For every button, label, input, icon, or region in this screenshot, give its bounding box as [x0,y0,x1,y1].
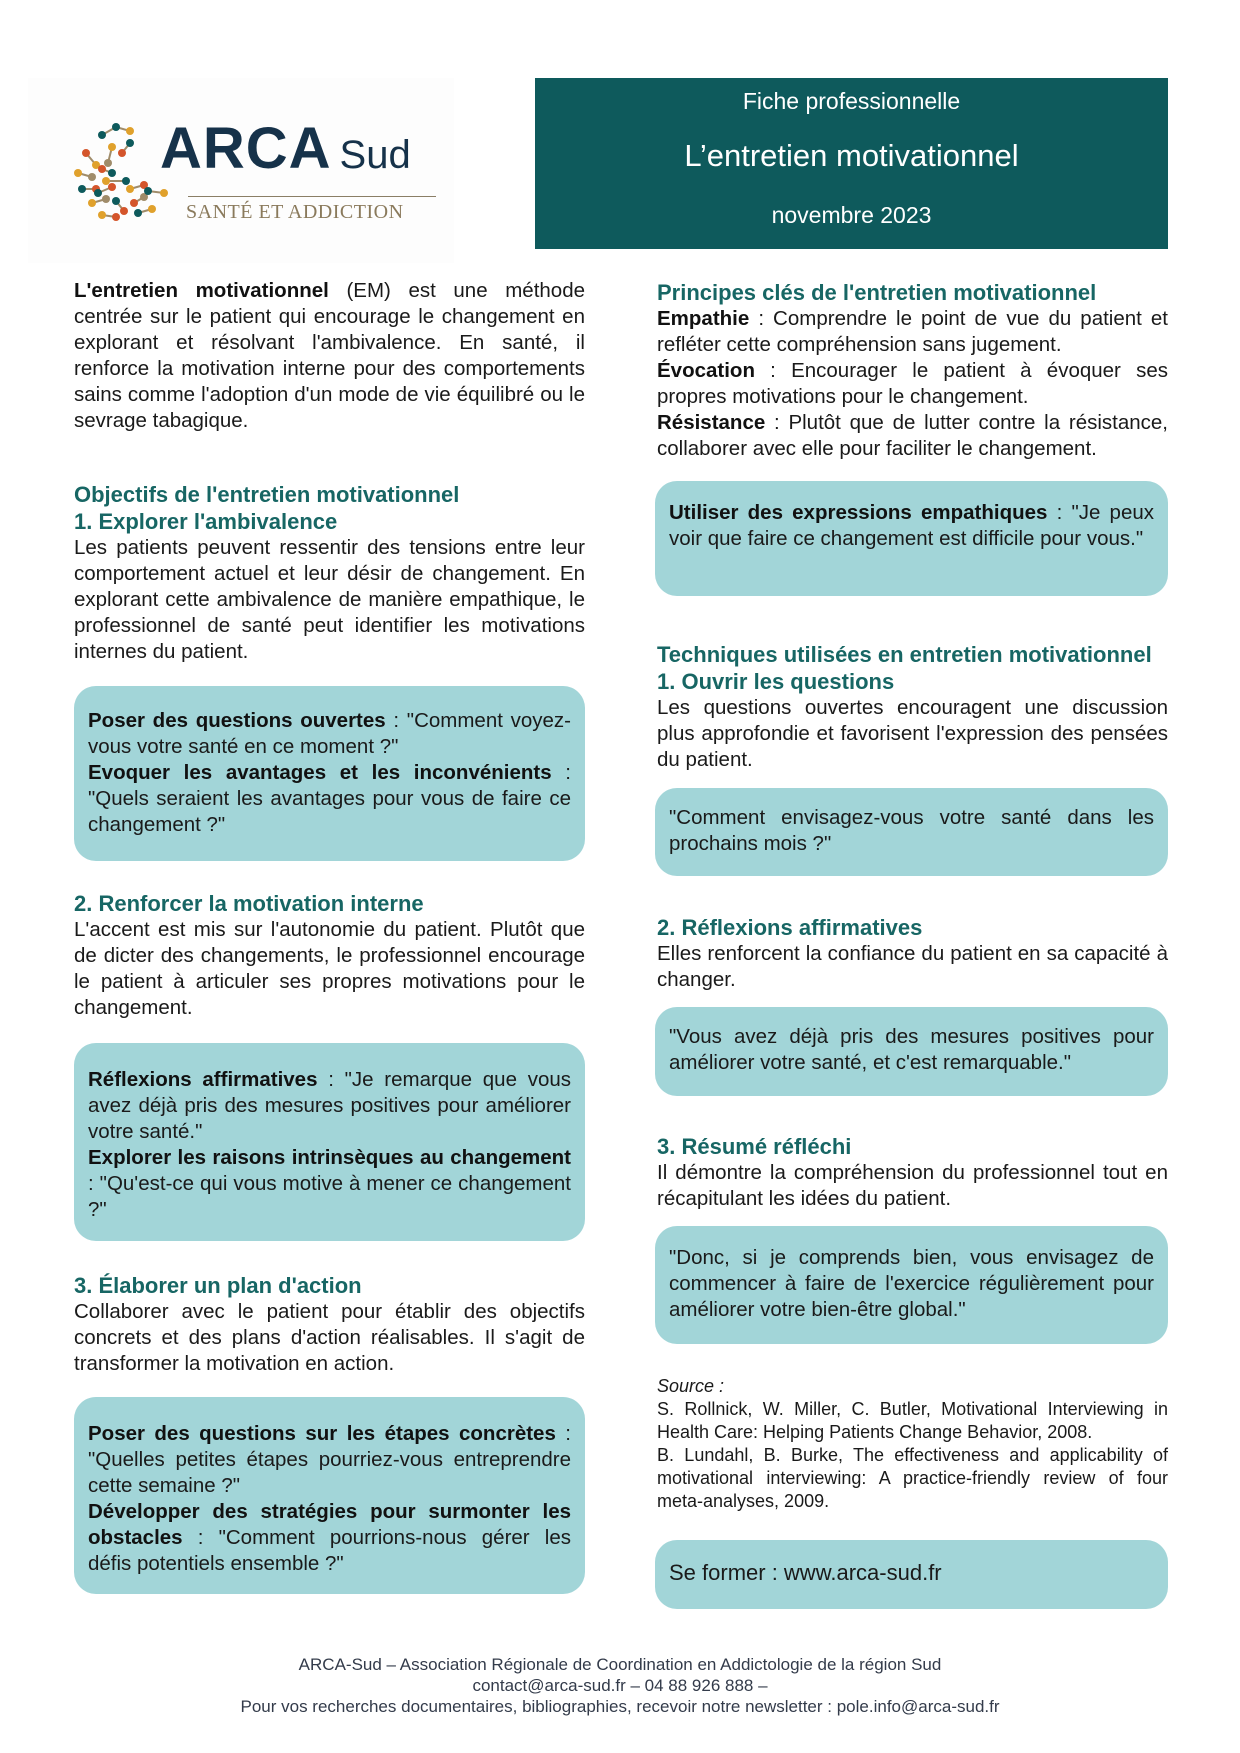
example-quote: "Comment envisagez-vous votre santé dans les prochains mois ?" [669,806,1154,855]
footer-organization: ARCA-Sud – Association Régionale de Coordination en Addictologie de la région Sud [298,1655,942,1674]
principle-text: : Encourager le patient à évoquer ses propres motivations pour le changement. [657,359,1168,408]
example-item [88,1145,571,1223]
intro-text: (EM) est une méthode centrée sur le patient qui encourage le changement en explorant et résolvant l'ambivalence. En santé, il renforce la motivation interne pour des comportements sains comme l'adoption d'un mode de vie équilibré ou le sevrage tabagique. [74,279,585,432]
principles-section [657,279,1168,462]
objective-text: L'accent est mis sur l'autonomie du patient. Plutôt que de dicter des changements, le professionnel encourage le patient à articuler ses propres motivations pour le changement. [74,918,585,1019]
principle-label: Résistance [657,411,766,434]
objective-2-section [74,890,585,1021]
principle-text: : Plutôt que de lutter contre la résistance, collaborer avec elle pour faciliter le changement. [657,411,1168,460]
example-label: Poser des questions ouvertes [88,709,386,732]
footer-newsletter: Pour vos recherches documentaires, bibliographies, recevoir notre newsletter : pole.info@arca-sud.fr [240,1697,1000,1716]
example-box [74,1043,585,1241]
technique-2-section [657,914,1168,993]
sources-section [657,1375,1168,1513]
example-label: Explorer les raisons intrinsèques au changement [88,1146,571,1169]
technique-heading: 3. Résumé réfléchi [657,1134,852,1159]
example-item [88,1499,571,1577]
example-label: Evoquer les avantages et les inconvénients [88,761,552,784]
example-box [655,481,1168,596]
principle-item [657,410,1168,462]
example-item [88,1067,571,1145]
example-box [655,1226,1168,1344]
example-quote: : "Comment pourrions-nous gérer les défis potentiels ensemble ?" [88,1526,571,1575]
technique-heading: 2. Réflexions affirmatives [657,915,923,940]
example-label: Poser des questions sur les étapes concrètes [88,1422,556,1445]
objective-1-section [74,481,585,665]
principle-item [657,306,1168,358]
example-quote: : "Quels seraient les avantages pour vous de faire ce changement ?" [88,761,571,836]
technique-heading: 1. Ouvrir les questions [657,669,895,694]
technique-text: Les questions ouvertes encouragent une discussion plus approfondie et favorisent l'expression des pensées du patient. [657,696,1168,771]
example-label: Utiliser des expressions empathiques [669,501,1048,524]
sources-label: Source : [657,1376,725,1396]
footer-contact: contact@arca-sud.fr – 04 88 926 888 – [472,1676,768,1695]
logo-name: ARCA [160,116,332,181]
technique-text: Il démontre la compréhension du professionnel tout en récapitulant les idées du patient. [657,1161,1168,1210]
example-quote: : "Qu'est-ce qui vous motive à mener ce changement ?" [88,1172,571,1221]
principle-text: : Comprendre le point de vue du patient et refléter cette compréhension sans jugement. [657,307,1168,356]
source-item: B. Lundahl, B. Burke, The effectiveness and applicability of motivational interviewing: A practice-friendly review of four meta-analyses, 2009. [657,1445,1168,1511]
principles-title: Principes clés de l'entretien motivationnel [657,280,1097,305]
principle-label: Évocation [657,359,755,382]
example-label: Réflexions affirmatives [88,1068,318,1091]
logo-suffix: Sud [339,133,411,177]
logo-wordmark [160,116,411,181]
example-box [655,1007,1168,1096]
logo-tagline: SANTÉ ET ADDICTION [186,201,404,223]
technique-1-section [657,641,1168,773]
document-header [535,78,1168,249]
example-item [88,1421,571,1499]
example-quote: : "Comment voyez-vous votre santé en ce moment ?" [88,709,572,758]
example-item [669,500,1154,552]
objective-text: Collaborer avec le patient pour établir des objectifs concrets et des plans d'action réalisables. Il s'agit de transformer la motivation en action. [74,1300,585,1375]
objectives-title: Objectifs de l'entretien motivationnel [74,482,460,507]
technique-3-section [657,1133,1168,1212]
example-item [88,708,571,760]
example-quote: : "Je peux voir que faire ce changement est difficile pour vous." [669,501,1154,550]
example-quote: : "Quelles petites étapes pourriez-vous entreprendre cette semaine ?" [88,1422,571,1497]
training-link[interactable]: Se former : www.arca-sud.fr [669,1560,942,1585]
objective-text: Les patients peuvent ressentir des tensions entre leur comportement actuel et leur désir de changement. En explorant cette ambivalence de manière empathique, le professionnel de santé peut identifier les motivations internes du patient. [74,536,585,663]
objective-heading: 2. Renforcer la motivation interne [74,891,424,916]
example-box [74,686,585,861]
objective-heading: 3. Élaborer un plan d'action [74,1273,362,1298]
source-item: S. Rollnick, W. Miller, C. Butler, Motivational Interviewing in Health Care: Helping Patients Change Behavior, 2008. [657,1399,1168,1442]
example-quote: "Donc, si je comprends bien, vous envisagez de commencer à faire de l'exercice régulièrement pour améliorer votre bien-être global." [669,1246,1154,1321]
technique-text: Elles renforcent la confiance du patient en sa capacité à changer. [657,942,1168,991]
document-title: L’entretien motivationnel [684,138,1019,173]
example-quote: "Vous avez déjà pris des mesures positives pour améliorer votre santé, et c'est remarquable." [669,1025,1154,1074]
intro-term: L'entretien motivationnel [74,279,329,302]
logo-divider [188,196,436,197]
principle-item [657,358,1168,410]
principle-label: Empathie [657,307,750,330]
document-kicker: Fiche professionnelle [742,88,961,114]
example-label: Développer des stratégies pour surmonter les obstacles [88,1500,571,1549]
example-quote: : "Je remarque que vous avez déjà pris des mesures positives pour améliorer votre santé." [88,1068,571,1143]
example-box [655,788,1168,876]
objective-3-section [74,1272,585,1377]
training-link-box[interactable] [655,1540,1168,1609]
objective-heading: 1. Explorer l'ambivalence [74,509,338,534]
techniques-title: Techniques utilisées en entretien motivationnel [657,642,1152,667]
intro-paragraph [74,278,585,434]
intro-section [74,278,585,434]
example-box [74,1397,585,1594]
example-item [88,760,571,838]
document-date: novembre 2023 [771,202,932,228]
arca-sud-logo [28,78,454,263]
